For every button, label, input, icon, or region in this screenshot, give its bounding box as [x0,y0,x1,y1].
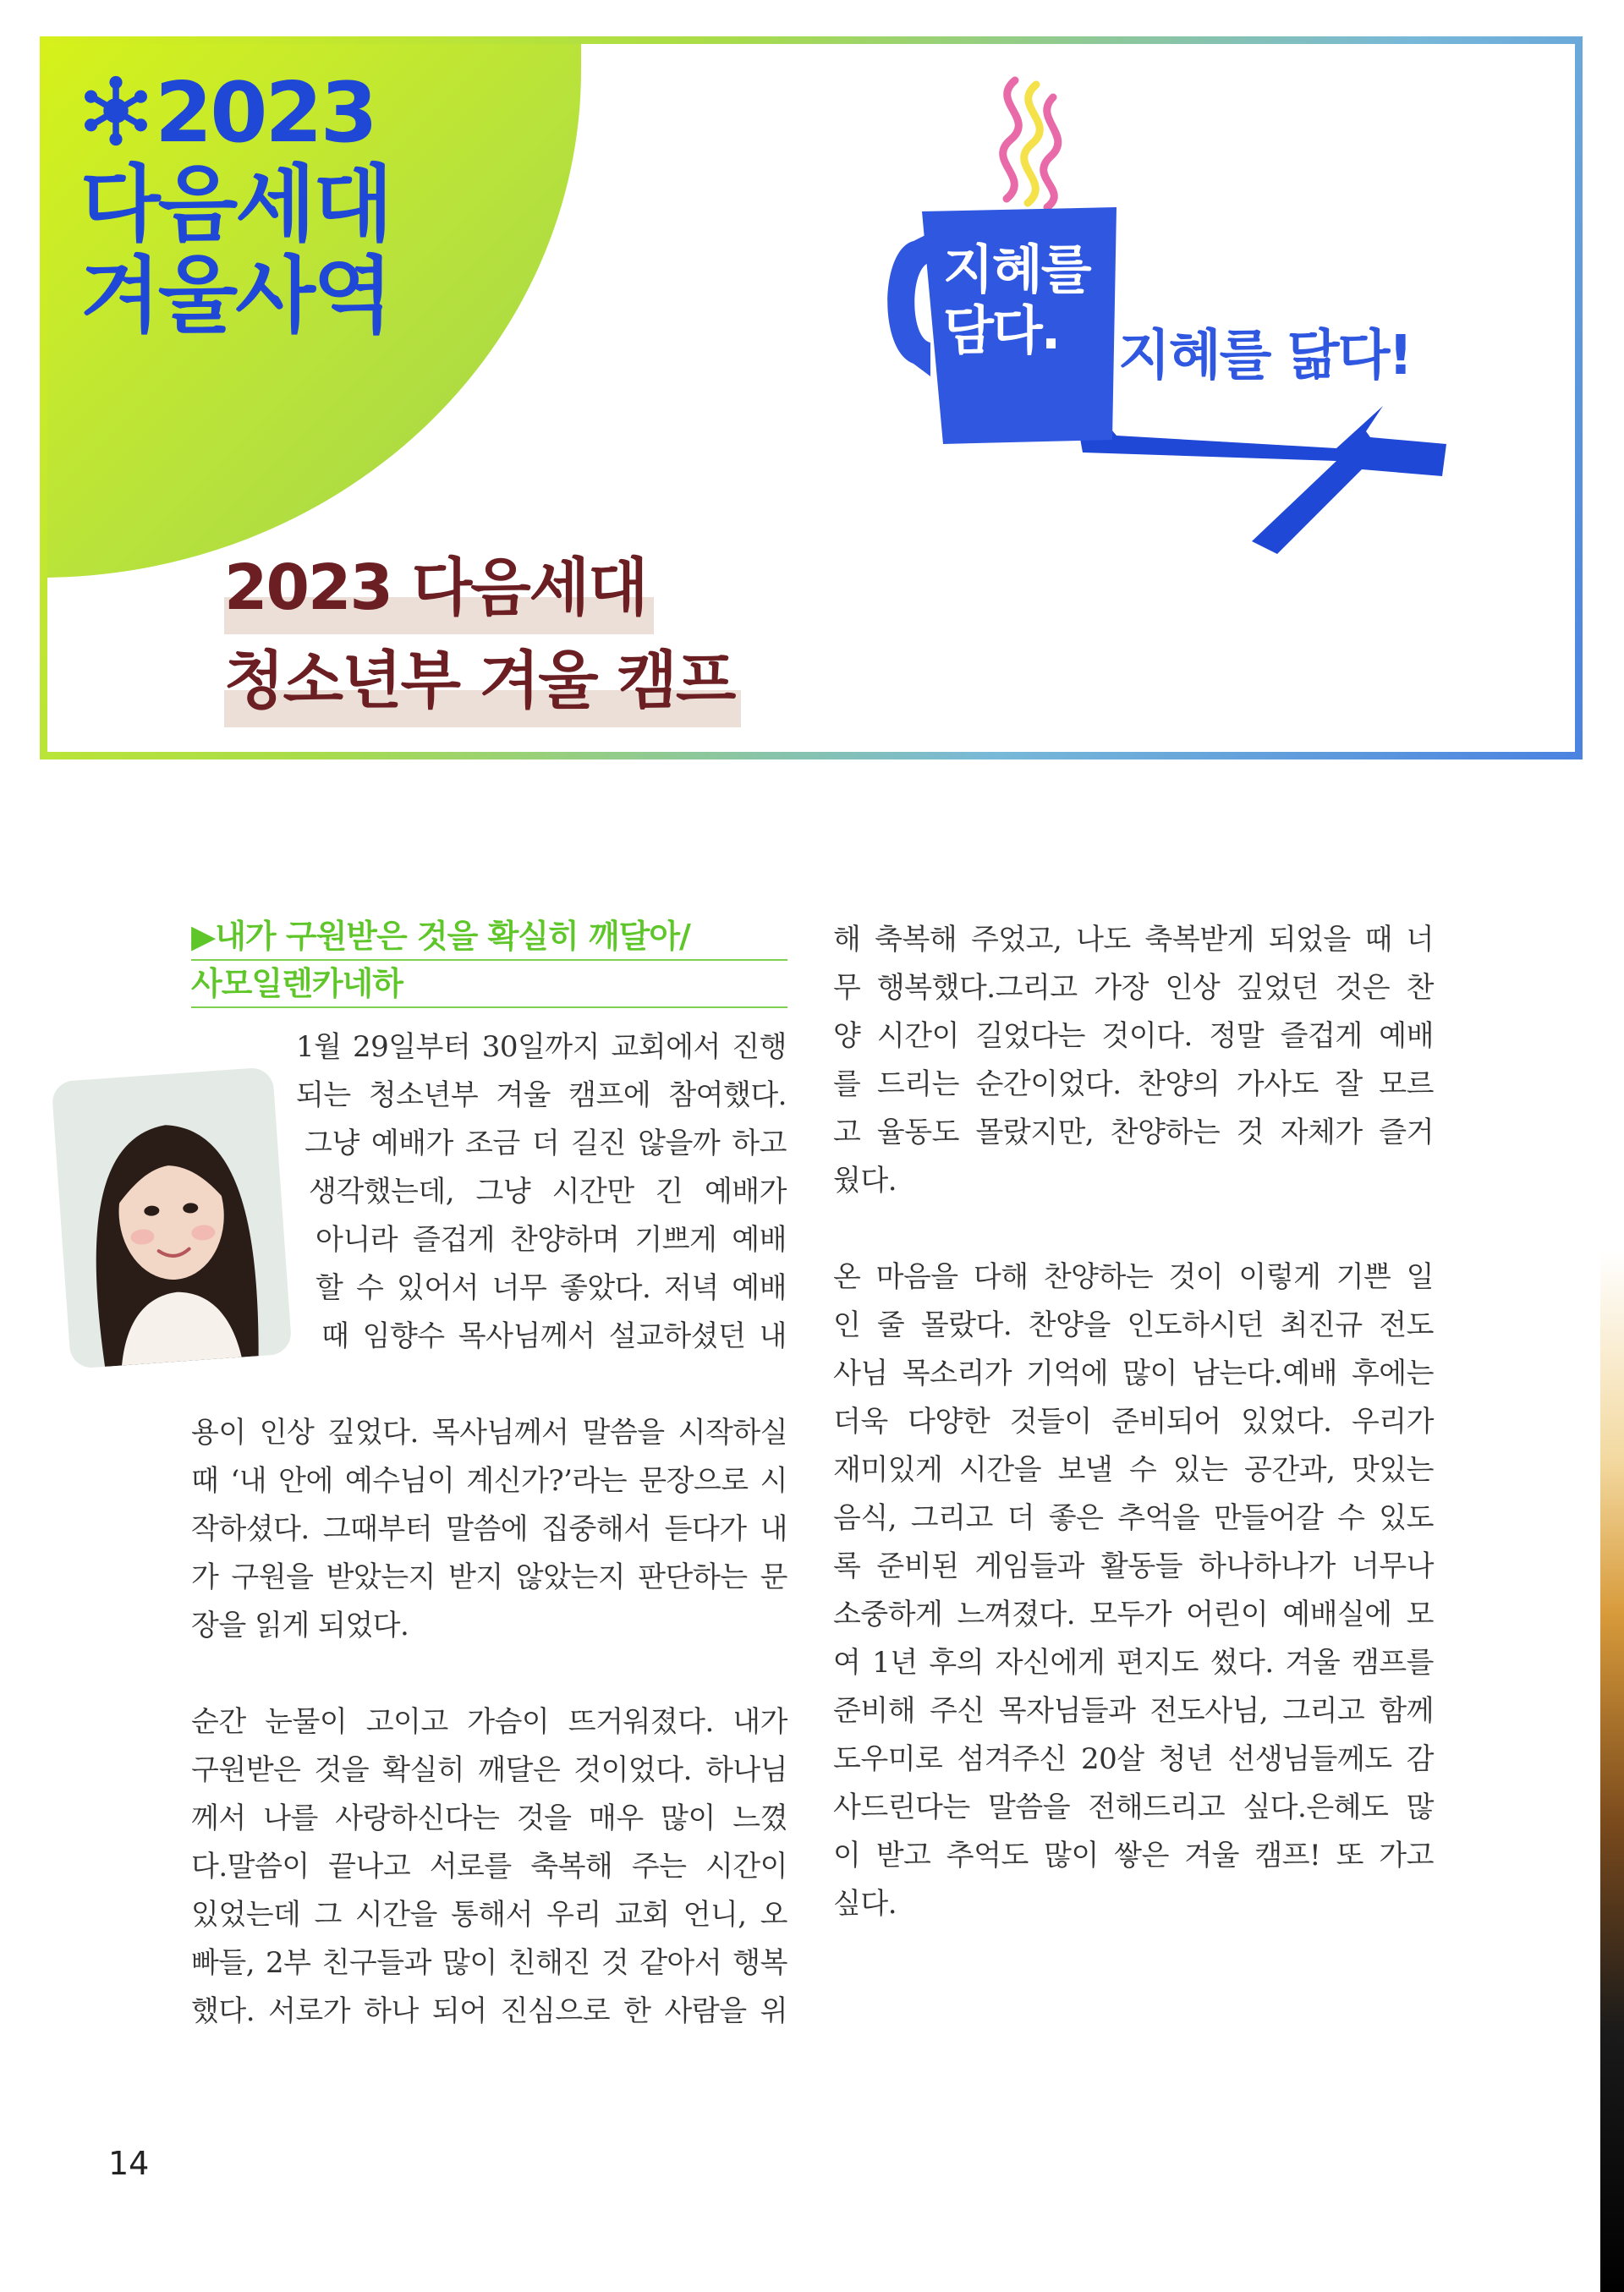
article-line: 되는 청소년부 겨울 캠프에 참여했다. [296,1078,787,1112]
article-line: 해 축복해 주었고, 나도 축복받게 되었을 때 너 [833,923,1434,957]
article-line: 이 받고 추억도 많이 쌓은 겨울 캠프! 또 가고 [833,1839,1434,1873]
article-line: 고 율동도 몰랐지만, 찬양하는 것 자체가 즐거 [833,1116,1434,1149]
season-year: 2023 [155,65,376,162]
article-line: 생각했는데, 그냥 시간만 긴 예배가 [309,1175,787,1209]
article-line: 때 ‘내 안에 예수님이 계신가?’라는 문장으로 시 [191,1464,787,1498]
article-line: 있었는데 그 시간을 통해서 우리 교회 언니, 오 [191,1898,787,1932]
article-heading [191,913,787,1008]
camp-title-line-1: 2023 다음세대 [224,541,654,634]
author-photo [51,1066,292,1368]
mug-slogan [943,239,1090,361]
article-line: 사드린다는 말씀을 전해드리고 싶다.은혜도 많 [833,1790,1434,1824]
article-line: 장을 읽게 되었다. [191,1609,409,1642]
article-line: 순간 눈물이 고이고 가슴이 뜨거워졌다. 내가 [191,1705,787,1739]
article-line: 여 1년 후의 자신에게 편지도 썼다. 겨울 캠프를 [833,1646,1434,1680]
camp-title [224,541,741,727]
page-number: 14 [108,2145,150,2182]
article-line: 작하셨다. 그때부터 말씀에 집중해서 듣다가 내 [191,1512,787,1546]
article-author: 사모일렌카네하 [191,961,787,1008]
article-line: 용이 인상 깊었다. 목사님께서 말씀을 시작하실 [191,1416,787,1450]
article-line: 가 구원을 받았는지 받지 않았는지 판단하는 문 [191,1560,787,1594]
article-line: 빠들, 2부 친구들과 많이 친해진 것 같아서 행복 [191,1946,787,1980]
article-line: 다.말씀이 끝나고 서로를 축복해 주는 시간이 [191,1850,787,1883]
article-column-left [191,1409,787,2036]
article-column-right [833,916,1434,1928]
article-line: 께서 나를 사랑하신다는 것을 매우 많이 느꼈 [191,1801,787,1835]
article-line: 재미있게 시간을 보낼 수 있는 공간과, 맛있는 [833,1453,1434,1487]
article-line: 때 임향수 목사님께서 설교하셨던 내 [321,1319,787,1353]
paragraph-gap [833,1205,1434,1253]
mug-slogan-line-2: 담다. [943,299,1060,361]
article-line: 소중하게 느껴졌다. 모두가 어린이 예배실에 모 [833,1598,1434,1631]
article-line: 했다. 서로가 하나 되어 진심으로 한 사람을 위 [191,1994,787,2028]
article-line: 웠다. [833,1164,897,1198]
page-edge-decoration [1600,1252,1624,2292]
camp-title-line-2: 청소년부 겨울 캠프 [224,634,741,727]
article-line: 온 마음을 다해 찬양하는 것이 이렇게 기쁜 일 [833,1260,1434,1294]
season-line-2: 다음세대 [80,156,391,253]
article-line: 1월 29일부터 30일까지 교회에서 진행 [296,1030,787,1064]
article-line: 를 드리는 순간이었다. 찬양의 가사도 잘 모르 [833,1067,1434,1101]
article-column-intro [296,1023,787,1361]
article-line: 할 수 있어서 너무 좋았다. 저녁 예배 [315,1271,787,1305]
article-line: 구원받은 것을 확실히 깨달은 것이었다. 하나님 [191,1753,787,1787]
article-line: 그냥 예배가 조금 더 길진 않을까 하고 [304,1127,787,1160]
snowflake-icon [80,75,151,146]
cross-icon [1074,406,1446,554]
article-line: 싶다. [833,1887,897,1921]
slogan-tail: 지혜를 닮다! [1118,325,1412,387]
article-line: 아니라 즐겁게 찬양하며 기쁘게 예배 [315,1223,787,1257]
article-line: 음식, 그리고 더 좋은 추억을 만들어갈 수 있도 [833,1501,1434,1535]
article-heading-line-1: ▶내가 구원받은 것을 확실히 깨달아/ [191,913,787,961]
article-line: 준비해 주신 목자님들과 전도사님, 그리고 함께 [833,1694,1434,1728]
mug-slogan-line-1: 지혜를 [943,239,1090,300]
article-line: 사님 목소리가 기억에 많이 남는다.예배 후에는 [833,1357,1434,1390]
article-line: 도우미로 섬겨주신 20살 청년 선생님들께도 감 [833,1742,1434,1776]
season-title [80,65,453,344]
season-line-3: 겨울사역 [80,248,391,344]
article-line: 더욱 다양한 것들이 준비되어 있었다. 우리가 [833,1405,1434,1439]
steam-icon [1003,80,1058,207]
paragraph-gap [191,1650,787,1698]
article-line: 록 준비된 게임들과 활동들 하나하나가 너무나 [833,1549,1434,1583]
article-line: 무 행복했다.그리고 가장 인상 깊었던 것은 찬 [833,971,1434,1005]
article-line: 양 시간이 길었다는 것이다. 정말 즐겁게 예배 [833,1019,1434,1053]
portrait-image [51,1066,292,1368]
article-line: 인 줄 몰랐다. 찬양을 인도하시던 최진규 전도 [833,1308,1434,1342]
